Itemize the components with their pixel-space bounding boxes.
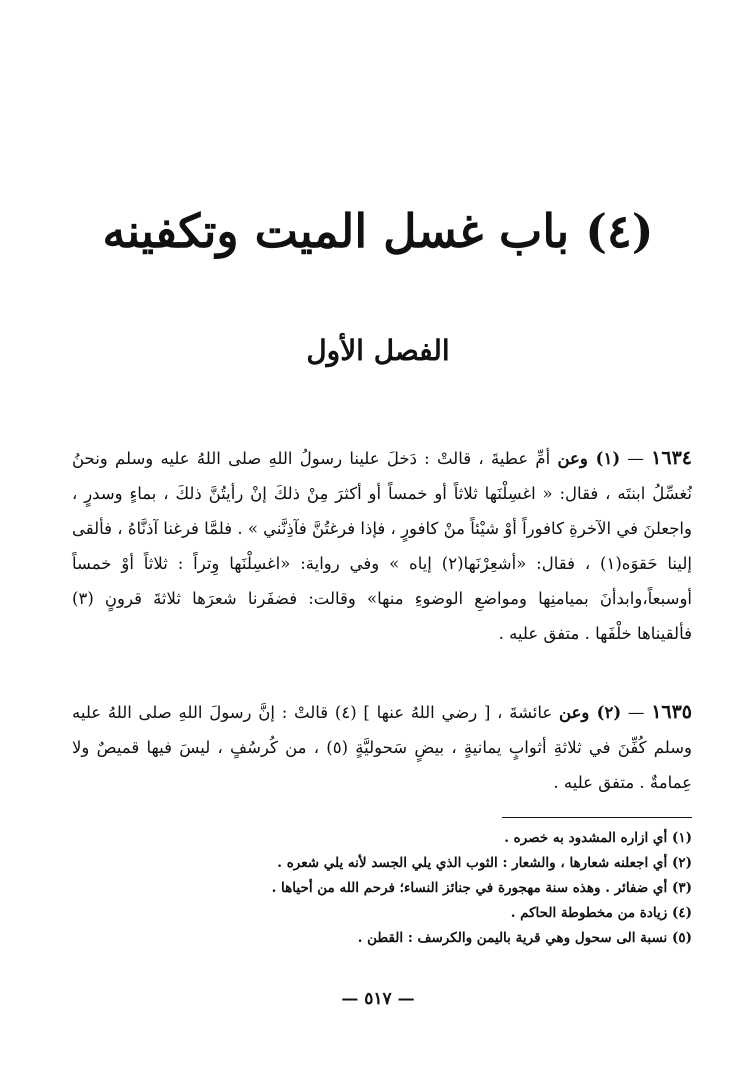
hadith-text: عائشةَ ، [ رضي اللهُ عنها ] (٤) قالتْ : إنَّ رسولَ اللهِ صلى اللهُ عليه وسلم كُفِّنَ في ثلاثةِ أثوابٍ يمانيةٍ ، بيضٍ سَحوليَّةٍ (٥) ، من كُرسُفٍ ، ليسَ فيها قميصٌ ولا عِمامةٌ . متفق عليه .	[72, 702, 692, 792]
footnote-item: (٤) زيادة من مخطوطة الحاكم .	[510, 905, 692, 921]
hadith-label: (٢) وعن	[559, 702, 622, 722]
hadith-paragraph	[72, 695, 692, 800]
section-title: الفصل الأول	[306, 334, 450, 367]
hadith-number: ١٦٣٥	[651, 700, 693, 723]
footnote-item: (٥) نسبة الى سحول وهي قرية باليمن والكرسف : القطن .	[357, 930, 692, 946]
hadith-number: ١٦٣٤	[651, 446, 692, 469]
hadith-dash: —	[627, 702, 645, 722]
footnote-divider	[502, 817, 692, 818]
chapter-title: (٤) باب غسل الميت وتكفينه	[102, 204, 654, 258]
page-number: — ٥١٧ —	[341, 989, 415, 1009]
hadith-text: أمِّ عطيةَ ، قالتْ : دَخلَ علينا رسولُ اللهِ صلى اللهُ عليه وسلم ونحنُ نُغسِّلُ ابنتَه ، فقال: « اغسِلْنَها ثلاثاً أو خمساً أو أكثرَ مِنْ ذلكَ إنْ رأيتُنَّ ذلكَ ، بماءٍ وسدرٍ ، واجعلنَ في الآخرةِ كافوراً أوْ شيْئاً منْ كافورٍ ، فإذا فرغتُنَّ فآذِنَّني » . فلمَّا فرغنا آذنَّاهُ ، فألقى إلينا حَقوَه(١) ، فقال: «أشعِرْنَها(٢) إياه » وفي رواية: «اغسِلْنَها وِتراً : ثلاثاً أوْ خمساً أوسبعاً،وابدأنَ بميامنِها ومواضعِ الوضوءِ منها» وقالت: فضفَرنا شعرَها ثلاثةَ قرونٍ (٣) فألقيناها خلْفَها . متفق عليه .	[72, 448, 692, 643]
footnote-item: (١) أي ازاره المشدود به خصره .	[504, 830, 692, 846]
hadith-dash: —	[627, 448, 644, 468]
footnote-item: (٢) أي اجعلنه شعارها ، والشعار : الثوب الذي يلي الجسد لأنه يلي شعره .	[277, 855, 692, 871]
hadith-paragraph	[72, 441, 692, 651]
footnote-item: (٣) أي ضفائر . وهذه سنة مهجورة في جنائز النساء؛ فرحم الله من أحياها .	[271, 880, 692, 896]
hadith-label: (١) وعن	[557, 448, 621, 468]
footnotes-list	[72, 826, 692, 951]
